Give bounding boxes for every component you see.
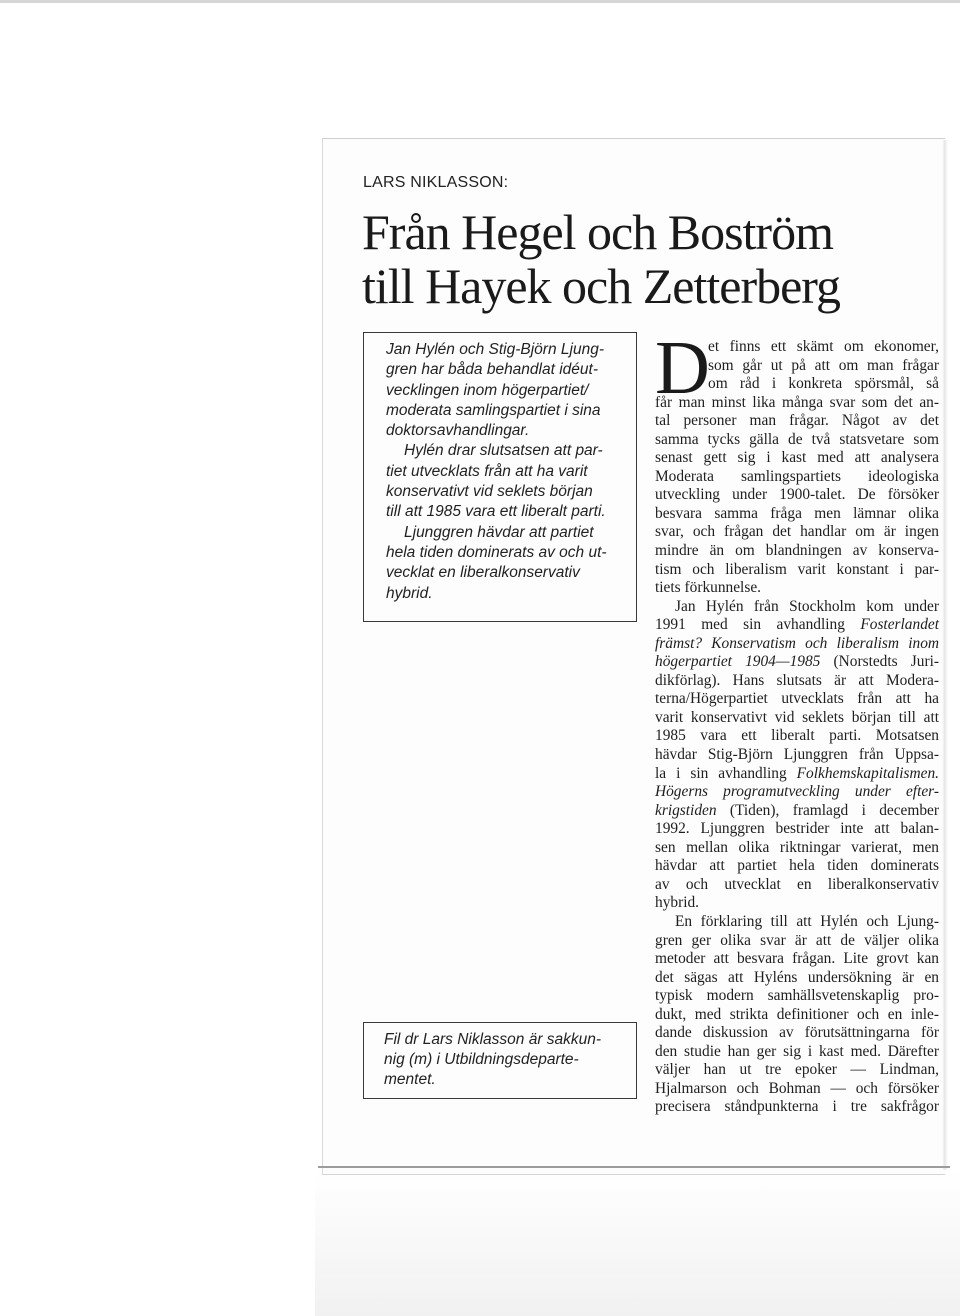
scan-bottom-edge bbox=[318, 1166, 950, 1168]
body-line: typisk modern samhällsvetenskaplig pro- bbox=[655, 987, 939, 1005]
headline-line-2: till Hayek och Zetterberg bbox=[362, 258, 841, 314]
body-line: precisera ståndpunkterna i tre sakfrågor bbox=[655, 1098, 939, 1116]
body-text: 1991 med sin avhandling bbox=[655, 616, 861, 634]
body-text: (Tiden), framlagd i december bbox=[716, 801, 939, 819]
body-line bbox=[655, 783, 939, 802]
body-text: la i sin avhandling bbox=[655, 764, 797, 782]
body-line: väljer han ut tre epoker — Lindman, bbox=[655, 1061, 939, 1079]
body-line: senast gett sig i kast med att analysera bbox=[655, 449, 939, 467]
body-line: hävdar Stig-Björn Ljunggren från Uppsa- bbox=[655, 746, 939, 764]
body-line bbox=[655, 765, 939, 784]
body-line: hävdar att partiet hela tiden dominerats bbox=[655, 857, 939, 875]
ingress-line: hela tiden dominerats av och ut- bbox=[386, 543, 607, 561]
ingress-line: Jan Hylén och Stig-Björn Ljung- bbox=[386, 341, 604, 358]
ingress-line: till att 1985 vara ett liberalt parti. bbox=[386, 503, 606, 521]
book-title: främst? Konservatism och liberalism inom bbox=[655, 634, 939, 652]
body-line: tal personer man frågar. Något av det bbox=[655, 412, 939, 430]
ingress-line: moderata samlingspartiet i sina bbox=[386, 401, 601, 419]
book-title: Högerns programutveckling under efter- bbox=[655, 783, 939, 801]
body-line: 1992. Ljunggren bestrider inte att balan- bbox=[655, 820, 939, 838]
drop-cap: D bbox=[655, 326, 710, 410]
ingress-line: vecklat en liberalkonservativ bbox=[386, 564, 580, 582]
body-line: besvara samma fråga men lämnar olika bbox=[655, 504, 939, 522]
body-line: dande diskussion av förutsättningarna för bbox=[655, 1024, 939, 1042]
bio-line: Fil dr Lars Niklasson är sakkun- bbox=[384, 1031, 602, 1048]
body-text-column bbox=[655, 338, 939, 1117]
body-text: (Norstedts Juri- bbox=[820, 653, 939, 671]
body-line: dukt, med strikta definitioner och en inle- bbox=[655, 1005, 939, 1023]
body-line: utveckling under 1900-talet. De försöker bbox=[655, 486, 939, 504]
book-title: krigstiden bbox=[655, 801, 717, 819]
body-line: det sägas att Hyléns undersökning är en bbox=[655, 968, 939, 986]
body-line: terna/Högerpartiet utvecklats från att ha bbox=[655, 690, 939, 708]
body-line: gren ger olika svar är att de väljer olika bbox=[655, 931, 939, 949]
body-line bbox=[655, 616, 939, 635]
body-line: tiets förkunnelse. bbox=[655, 579, 761, 597]
body-line: svar, och frågan det handlar om är ingen bbox=[655, 523, 939, 541]
body-line bbox=[655, 802, 939, 821]
body-line: En förklaring till att Hylén och Ljung- bbox=[675, 912, 939, 930]
article-headline bbox=[362, 205, 942, 313]
body-line: hybrid. bbox=[655, 894, 700, 912]
body-line: mindre än om blandningen av konserva- bbox=[655, 542, 939, 560]
body-line: 1985 vara ett liberalt parti. Motsatsen bbox=[655, 727, 939, 745]
book-title: Fosterlandet bbox=[860, 616, 939, 634]
body-line: sen mellan olika riktningar varierat, men bbox=[655, 838, 939, 856]
headline-line-1: Från Hegel och Boström bbox=[362, 204, 833, 260]
body-line: varit konservativt vid seklets början till att bbox=[655, 708, 939, 726]
bio-line: mentet. bbox=[384, 1071, 436, 1088]
body-line: av och utvecklat en liberalkonservativ bbox=[655, 875, 939, 893]
author-bio-text bbox=[384, 1030, 629, 1090]
body-line: Jan Hylén från Stockholm kom under bbox=[675, 597, 939, 615]
body-line: metoder att besvara frågan. Lite grovt kan bbox=[655, 950, 939, 968]
ingress-text bbox=[386, 340, 626, 604]
ingress-line: Ljunggren hävdar att partiet bbox=[404, 523, 594, 541]
ingress-line: tiet utvecklats från att ha varit bbox=[386, 462, 588, 480]
ingress-line: vecklingen inom högerpartiet/ bbox=[386, 381, 589, 399]
body-line bbox=[655, 653, 939, 672]
body-line bbox=[655, 635, 939, 654]
ingress-line: gren har båda behandlat idéut- bbox=[386, 361, 598, 379]
body-line: dikförlag). Hans slutsats är att Modera- bbox=[655, 671, 939, 689]
book-title: högerpartiet 1904—1985 bbox=[655, 653, 821, 671]
scan-top-edge bbox=[0, 0, 960, 3]
body-line: Moderata samlingspartiets ideologiska bbox=[655, 467, 939, 485]
body-line: den studie han ger sig i kast med. Därefter bbox=[655, 1042, 939, 1060]
body-line: samma tycks gälla de två statsvetare som bbox=[655, 430, 939, 448]
book-title: Folkhemskapitalismen. bbox=[796, 764, 939, 782]
body-line: om råd i konkreta spörsmål, så bbox=[708, 375, 939, 393]
author-byline: LARS NIKLASSON: bbox=[363, 174, 509, 191]
body-line: tism och liberalism varit konstant i par- bbox=[655, 560, 939, 578]
scan-page-shadow bbox=[315, 1170, 960, 1316]
body-line: Hjalmarson och Bohman — och försöker bbox=[655, 1079, 939, 1097]
ingress-line: hybrid. bbox=[386, 584, 433, 602]
body-line: et finns ett skämt om ekonomer, bbox=[708, 338, 939, 355]
body-line: får man minst lika många svar som det an- bbox=[655, 393, 939, 411]
body-line: som går ut på att om man frågar bbox=[708, 356, 939, 374]
bio-line: nig (m) i Utbildningsdeparte- bbox=[384, 1051, 579, 1068]
scan-right-edge bbox=[942, 140, 948, 1170]
ingress-line: Hylén drar slutsatsen att par- bbox=[404, 442, 603, 460]
ingress-line: doktorsavhandlingar. bbox=[386, 422, 530, 440]
ingress-line: konservativt vid seklets början bbox=[386, 483, 593, 501]
